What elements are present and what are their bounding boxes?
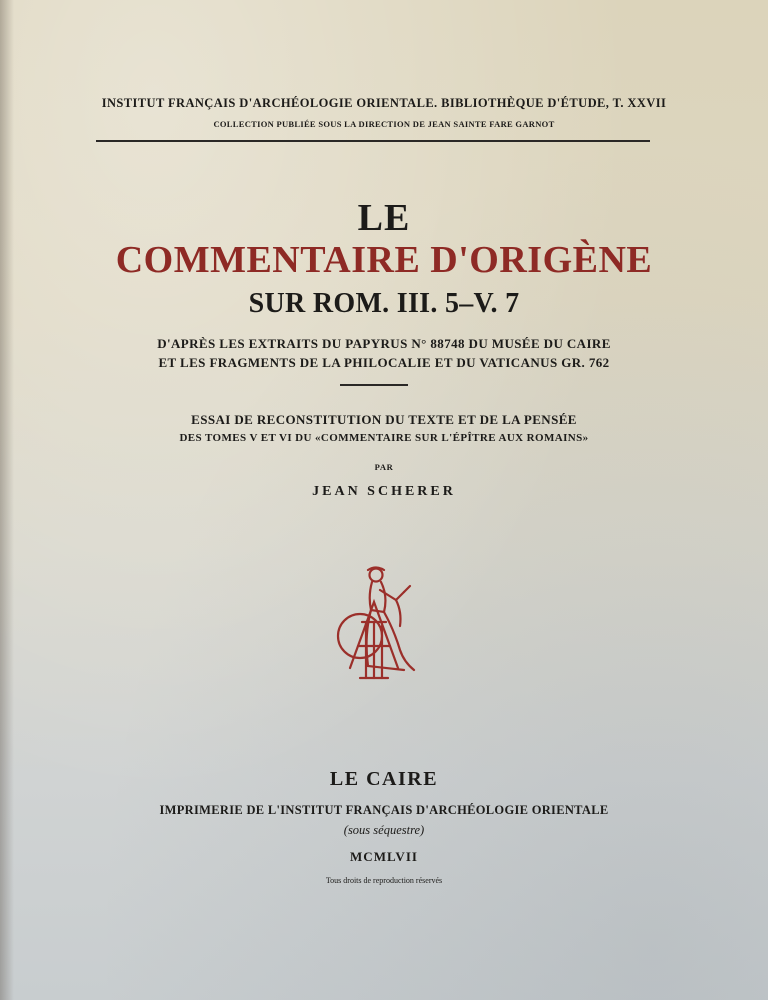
main-title: COMMENTAIRE D'ORIGÈNE — [115, 239, 653, 281]
imprint-city: LE CAIRE — [329, 768, 439, 790]
imprint-printer: IMPRIMERIE DE L'INSTITUT FRANÇAIS D'ARCHÉOLOGIE ORIENTALE — [159, 803, 609, 817]
title-divider — [340, 384, 408, 386]
source-line-2: ET LES FRAGMENTS DE LA PHILOCALIE ET DU VATICANUS GR. 762 — [158, 355, 610, 370]
source-line-1: D'APRÈS LES EXTRAITS DU PAPYRUS N° 88748 DU MUSÉE DU CAIRE — [157, 336, 611, 351]
title-subtitle-reference: SUR ROM. III. 5–V. 7 — [248, 288, 520, 319]
imprint-year: MCMLVII — [350, 849, 418, 864]
ifao-emblem-icon — [324, 566, 424, 684]
essay-line-1: ESSAI DE RECONSTITUTION DU TEXTE ET DE LA PENSÉE — [191, 412, 577, 427]
rights-notice: Tous droits de reproduction réservés — [325, 876, 443, 885]
header-rule — [96, 140, 650, 142]
series-title: INSTITUT FRANÇAIS D'ARCHÉOLOGIE ORIENTALE. BIBLIOTHÈQUE D'ÉTUDE, T. XXVII — [101, 96, 667, 110]
title-line-le: LE — [357, 197, 411, 239]
by-label: PAR — [374, 462, 394, 472]
collection-direction: COLLECTION PUBLIÉE SOUS LA DIRECTION DE JEAN SAINTE FARE GARNOT — [213, 119, 555, 129]
imprint-sequestre: (sous séquestre) — [343, 823, 425, 837]
author-name: JEAN SCHERER — [312, 484, 456, 499]
essay-line-2: DES TOMES V ET VI DU «COMMENTAIRE SUR L'ÉPÎTRE AUX ROMAINS» — [179, 432, 589, 444]
